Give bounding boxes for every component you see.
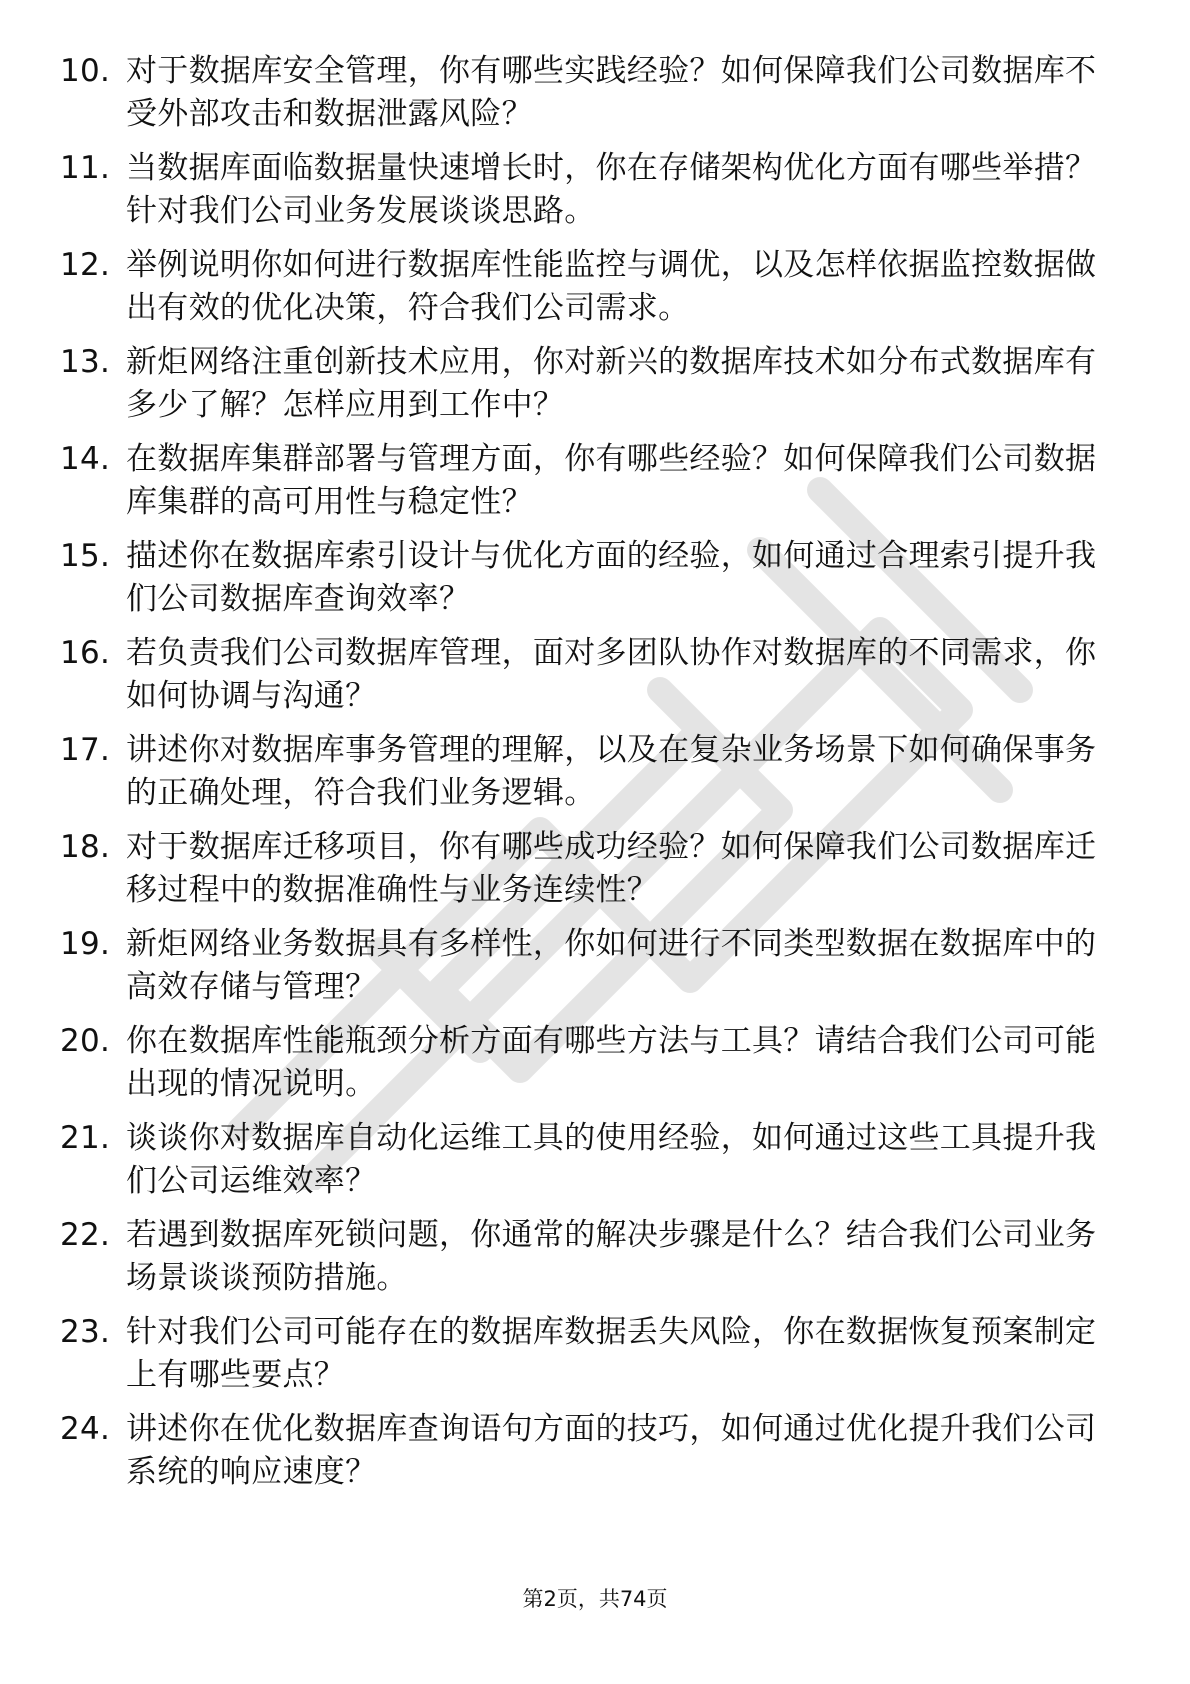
question-item	[60, 1214, 1120, 1300]
question-list	[60, 50, 1120, 1505]
question-number: 13.	[60, 344, 111, 380]
question-item	[60, 1020, 1120, 1106]
question-number: 24.	[60, 1411, 111, 1447]
page-number-label: 第2页，共74页	[522, 1587, 668, 1611]
question-item	[60, 244, 1120, 330]
question-text: 你在数据库性能瓶颈分析方面有哪些方法与工具？请结合我们公司可能出现的情况说明。	[126, 1023, 1097, 1102]
question-number: 23.	[60, 1314, 111, 1350]
question-number: 16.	[60, 635, 111, 671]
question-item	[60, 923, 1120, 1009]
question-item	[60, 50, 1120, 136]
question-text: 若遇到数据库死锁问题，你通常的解决步骤是什么？结合我们公司业务场景谈谈预防措施。	[126, 1217, 1097, 1296]
question-number: 17.	[60, 732, 111, 768]
question-text: 讲述你在优化数据库查询语句方面的技巧，如何通过优化提升我们公司系统的响应速度？	[126, 1411, 1097, 1490]
question-number: 19.	[60, 926, 111, 962]
question-item	[60, 826, 1120, 912]
question-text: 讲述你对数据库事务管理的理解，以及在复杂业务场景下如何确保事务的正确处理，符合我们业务逻辑。	[126, 732, 1097, 811]
question-text: 新炬网络注重创新技术应用，你对新兴的数据库技术如分布式数据库有多少了解？怎样应用到工作中？	[126, 344, 1097, 423]
question-text: 对于数据库安全管理，你有哪些实践经验？如何保障我们公司数据库不受外部攻击和数据泄露风险？	[126, 53, 1097, 132]
question-text: 若负责我们公司数据库管理，面对多团队协作对数据库的不同需求，你如何协调与沟通？	[126, 635, 1097, 714]
question-text: 针对我们公司可能存在的数据库数据丢失风险，你在数据恢复预案制定上有哪些要点？	[126, 1314, 1097, 1393]
question-item	[60, 535, 1120, 621]
page-footer	[0, 1583, 1190, 1613]
question-item	[60, 729, 1120, 815]
question-item	[60, 1408, 1120, 1494]
question-item	[60, 632, 1120, 718]
question-number: 21.	[60, 1120, 111, 1156]
question-text: 在数据库集群部署与管理方面，你有哪些经验？如何保障我们公司数据库集群的高可用性与稳定性？	[126, 441, 1097, 520]
question-text: 描述你在数据库索引设计与优化方面的经验，如何通过合理索引提升我们公司数据库查询效率？	[126, 538, 1097, 617]
question-number: 15.	[60, 538, 111, 574]
question-item	[60, 147, 1120, 233]
question-text: 当数据库面临数据量快速增长时，你在存储架构优化方面有哪些举措？针对我们公司业务发展谈谈思路。	[126, 150, 1097, 229]
question-number: 12.	[60, 247, 111, 283]
question-text: 举例说明你如何进行数据库性能监控与调优，以及怎样依据监控数据做出有效的优化决策，符合我们公司需求。	[126, 247, 1097, 326]
question-item	[60, 1311, 1120, 1397]
question-text: 对于数据库迁移项目，你有哪些成功经验？如何保障我们公司数据库迁移过程中的数据准确性与业务连续性？	[126, 829, 1097, 908]
question-number: 11.	[60, 150, 111, 186]
question-number: 20.	[60, 1023, 111, 1059]
question-number: 18.	[60, 829, 111, 865]
question-number: 14.	[60, 441, 111, 477]
question-text: 谈谈你对数据库自动化运维工具的使用经验，如何通过这些工具提升我们公司运维效率？	[126, 1120, 1097, 1199]
question-item	[60, 341, 1120, 427]
question-item	[60, 438, 1120, 524]
question-item	[60, 1117, 1120, 1203]
question-number: 10.	[60, 53, 111, 89]
question-text: 新炬网络业务数据具有多样性，你如何进行不同类型数据在数据库中的高效存储与管理？	[126, 926, 1097, 1005]
question-number: 22.	[60, 1217, 111, 1253]
